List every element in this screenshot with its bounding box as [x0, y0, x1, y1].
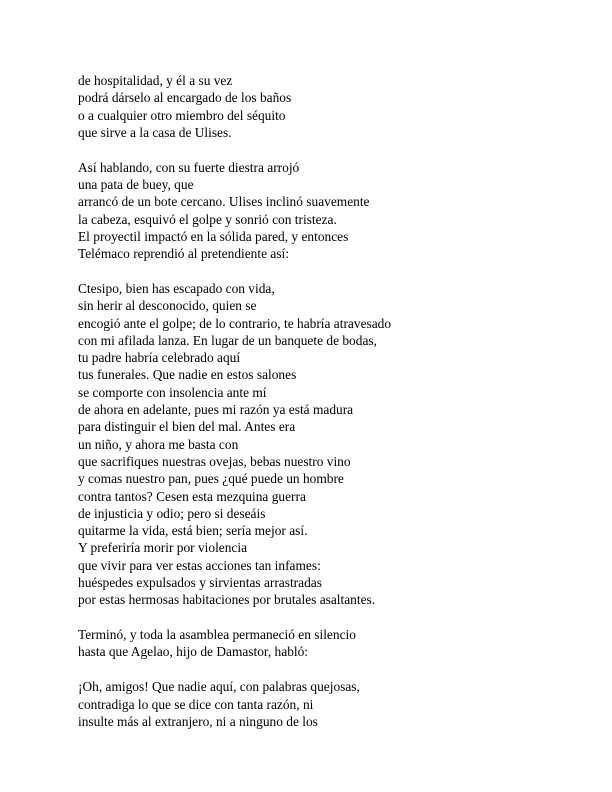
body-text	[78, 72, 578, 748]
stanza-2	[78, 159, 578, 263]
text-line: Y preferiría morir por violencia	[78, 540, 248, 556]
text-line: encogió ante el golpe; de lo contrario, te habría atravesado	[78, 315, 392, 331]
stanza-3	[78, 280, 578, 609]
text-line: sin herir al desconocido, quien se	[78, 298, 257, 314]
text-line: que vivir para ver estas acciones tan infames:	[78, 557, 321, 573]
text-line: un niño, y ahora me basta con	[78, 436, 239, 452]
text-line: la cabeza, esquivó el golpe y sonrió con tristeza.	[78, 211, 337, 227]
text-line: de injusticia y odio; pero si deseáis	[78, 505, 266, 521]
text-line: se comporte con insolencia ante mí	[78, 384, 267, 400]
text-line: arrancó de un bote cercano. Ulises inclinó suavemente	[78, 194, 370, 210]
stanza-5	[78, 678, 578, 730]
text-line: una pata de buey, que	[78, 176, 194, 192]
text-line: insulte más al extranjero, ni a ninguno de los	[78, 713, 318, 729]
text-line: y comas nuestro pan, pues ¿qué puede un hombre	[78, 471, 344, 487]
text-line: El proyectil impactó en la sólida pared, y entonces	[78, 228, 349, 244]
text-line: hasta que Agelao, hijo de Damastor, habló:	[78, 644, 309, 660]
text-line: de hospitalidad, y él a su vez	[78, 73, 233, 88]
text-line: huéspedes expulsados y sirvientas arrastradas	[78, 575, 322, 591]
text-line: que sirve a la casa de Ulises.	[78, 124, 232, 140]
text-line: para distinguir el bien del mal. Antes era	[78, 419, 296, 435]
text-line: quitarme la vida, está bien; sería mejor así.	[78, 523, 308, 539]
text-line: que sacrifiques nuestras ovejas, bebas nuestro vino	[78, 453, 351, 469]
text-line: ¡Oh, amigos! Que nadie aquí, con palabras quejosas,	[78, 679, 360, 695]
text-line: Así hablando, con su fuerte diestra arrojó	[78, 159, 300, 175]
text-line: por estas hermosas habitaciones por brutales asaltantes.	[78, 592, 376, 608]
text-line: Terminó, y toda la asamblea permaneció en silencio	[78, 627, 356, 643]
text-line: Telémaco reprendió al pretendiente así:	[78, 246, 289, 262]
text-line: o a cualquier otro miembro del séquito	[78, 107, 286, 123]
stanza-4	[78, 626, 578, 661]
text-line: con mi afilada lanza. En lugar de un banquete de bodas,	[78, 332, 377, 348]
text-line: de ahora en adelante, pues mi razón ya está madura	[78, 402, 354, 418]
text-line: Ctesipo, bien has escapado con vida,	[78, 280, 275, 296]
text-line: contradiga lo que se dice con tanta razón, ni	[78, 696, 314, 712]
text-line: tu padre habría celebrado aquí	[78, 350, 241, 366]
text-line: contra tantos? Cesen esta mezquina guerra	[78, 488, 306, 504]
stanza-1	[78, 72, 578, 141]
text-line: tus funerales. Que nadie en estos salones	[78, 367, 297, 383]
text-line: podrá dárselo al encargado de los baños	[78, 90, 292, 106]
